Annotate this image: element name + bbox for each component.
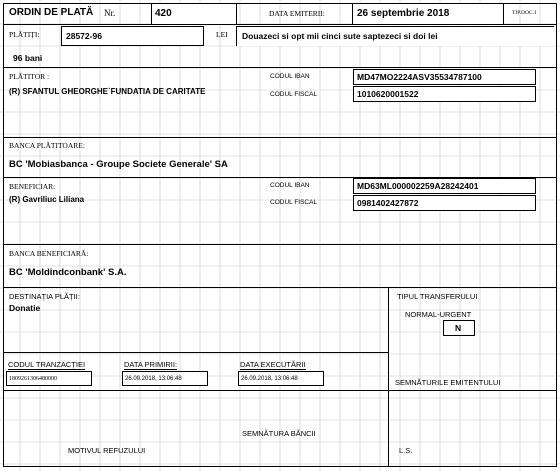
amount-box [61, 26, 204, 46]
destination-value: Donatie [9, 303, 41, 313]
transaction-code-label: CODUL TRANZACȚIEI [8, 360, 86, 369]
beneficiary-fiscal-box [353, 195, 536, 211]
date-emission-box [352, 3, 504, 25]
issuer-signature-label: SEMNĂTURILE EMITENTULUI [395, 378, 501, 387]
nr-box [151, 3, 237, 25]
payer-fiscal-label: CODUL FISCAL [270, 91, 318, 98]
executed-value: 26.09.2018, 13:06:48 [241, 376, 298, 382]
beneficiary-iban-value: MD63ML000002259A28242401 [357, 181, 479, 191]
amount-words-box [236, 26, 554, 46]
beneficiary-fiscal-label: CODUL FISCAL [270, 199, 318, 206]
transfer-type-value: N [455, 323, 462, 333]
nr-label: Nr. [104, 8, 116, 18]
date-emission-value: 26 septembrie 2018 [357, 8, 450, 19]
amount-words-value: Douazeci si opt mii cinci sute saptezeci si doi lei [242, 31, 438, 41]
executed-label: DATA EXECUTĂRII [240, 360, 306, 369]
payer-iban-label: CODUL IBAN [270, 73, 310, 80]
bank-signature-label: SEMNĂTURA BĂNCII [242, 429, 316, 438]
beneficiary-fiscal-value: 0981402427872 [357, 198, 419, 208]
currency-label: LEI [216, 30, 228, 39]
payer-fiscal-box [353, 86, 536, 102]
payer-iban-box [353, 69, 536, 85]
amount-words-value-2: 96 bani [13, 53, 43, 63]
amount-value: 28572-96 [66, 31, 102, 41]
date-emission-label: DATA EMITERII: [269, 9, 325, 18]
received-label: DATA PRIMIRII: [124, 360, 178, 369]
destination-label: DESTINAȚIA PLĂȚII: [9, 292, 80, 301]
transfer-type-box [443, 320, 475, 336]
transaction-code-box [6, 371, 92, 386]
payer-label: PLĂTITOR : [9, 72, 50, 81]
transfer-type-label: TIPUL TRANSFERULUI [397, 292, 478, 301]
beneficiary-label: BENEFICIAR: [9, 182, 56, 191]
payer-fiscal-value: 1010620001522 [357, 89, 419, 99]
payment-label: PLĂTIȚI: [9, 30, 40, 39]
form-title: ORDIN DE PLATĂ [9, 7, 94, 18]
beneficiary-bank-name: BC 'Moldindconbank' S.A. [9, 267, 127, 278]
transfer-mode-label: NORMAL-URGENT [405, 310, 472, 319]
ls-label: L.S. [399, 446, 413, 455]
received-value: 26.09.2018, 13:06:48 [125, 376, 182, 382]
transaction-code-value: 1809261306480000 [9, 376, 57, 382]
nr-value: 420 [155, 8, 172, 19]
beneficiary-name: (R) Gavriliuc Liliana [9, 195, 85, 204]
payer-bank-label: BANCA PLĂTITOARE: [9, 141, 85, 150]
payer-name: (R) SFANTUL GHEORGHE`FUNDATIA DE CARITATE [9, 87, 206, 96]
payer-iban-value: MD47MO2224ASV35534787100 [357, 72, 482, 82]
doc-type: TIP.DOC.1 [512, 10, 537, 16]
beneficiary-iban-box [353, 178, 536, 194]
received-box [122, 371, 208, 386]
refusal-reason-label: MOTIVUL REFUZULUI [68, 446, 146, 455]
executed-box [238, 371, 324, 386]
payer-bank-name: BC 'Mobiasbanca - Groupe Societe Generale' SA [9, 159, 228, 170]
beneficiary-bank-label: BANCA BENEFICIARĂ: [9, 249, 89, 258]
beneficiary-iban-label: CODUL IBAN [270, 182, 310, 189]
